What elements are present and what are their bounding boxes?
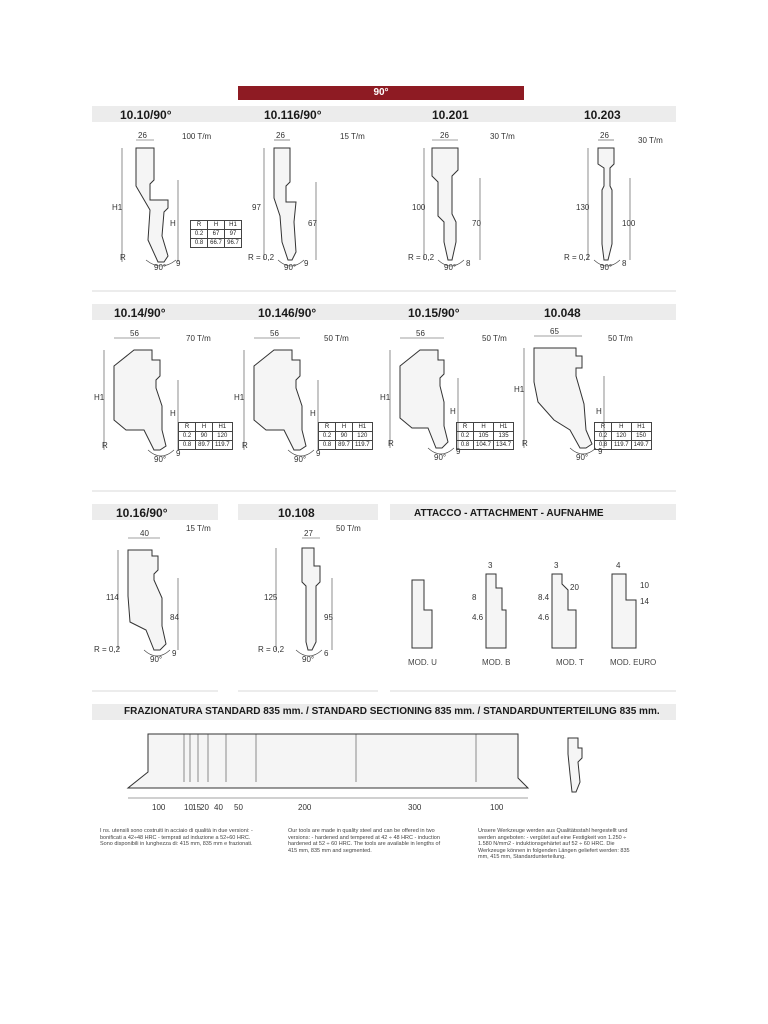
- tool-profile-drawing: [94, 526, 198, 676]
- segment-label: 200: [298, 803, 312, 812]
- radius-label: R = 0,2: [564, 253, 591, 262]
- table-cell: 0.2: [179, 432, 196, 441]
- h1-label: H1: [380, 393, 391, 402]
- h1-label: 100: [412, 203, 426, 212]
- table-cell: 120: [213, 432, 233, 441]
- tool-load: 100 T/m: [182, 132, 212, 141]
- dimension-table: [318, 422, 373, 450]
- h-label: H: [450, 407, 456, 416]
- mod-dim: 8: [472, 593, 477, 602]
- mod-dim: 20: [570, 583, 579, 592]
- angle-label: 90°: [150, 655, 163, 664]
- note-italian: I ns. utensili sono costruiti in acciaio di qualità in due versioni: - bonificati a 42÷48 HRC - temprati ad induzione a 52÷60 HRC. Sono disponibili in lunghezza di: 415 mm, 835 mm e frazionati.: [100, 828, 253, 848]
- table-cell: 0.2: [595, 432, 612, 441]
- width-label: 27: [304, 529, 313, 538]
- width-label: 26: [440, 131, 449, 140]
- dimension-table: [178, 422, 233, 450]
- dimension-table: [190, 220, 242, 248]
- table-cell: 149.7: [631, 441, 651, 450]
- mod-dim: 4.6: [472, 613, 484, 622]
- mod-label: MOD. T: [556, 658, 584, 667]
- tip-label: 6: [324, 649, 329, 658]
- radius-label: R: [120, 253, 126, 262]
- tool-profile-drawing: [564, 126, 650, 276]
- tool-code: 10.201: [432, 108, 469, 122]
- mod-euro-drawing: [606, 560, 666, 656]
- mod-dim: 4.6: [538, 613, 550, 622]
- tip-label: 9: [598, 447, 603, 456]
- table-header: H1: [494, 423, 514, 432]
- tool-code: 10.146/90°: [258, 306, 317, 320]
- table-cell: 66.7: [208, 239, 225, 248]
- tool-code: 10.16/90°: [116, 506, 168, 520]
- table-cell: 90: [196, 432, 213, 441]
- tip-label: 9: [456, 447, 461, 456]
- tool-load: 50 T/m: [608, 334, 633, 343]
- width-label: 26: [276, 131, 285, 140]
- mod-dim: 3: [488, 561, 493, 570]
- tool-load: 70 T/m: [186, 334, 211, 343]
- h1-label: 130: [576, 203, 590, 212]
- table-cell: 120: [612, 432, 632, 441]
- h1-label: 97: [252, 203, 261, 212]
- table-cell: 0.8: [595, 441, 612, 450]
- table-header: H: [196, 423, 213, 432]
- tool-profile-drawing: [106, 126, 186, 276]
- table-cell: 67: [208, 230, 225, 239]
- table-cell: 0.2: [191, 230, 208, 239]
- table-cell: 90: [336, 432, 353, 441]
- angle-label: 90°: [154, 263, 167, 272]
- tip-label: 9: [316, 449, 321, 458]
- table-header: H1: [631, 423, 651, 432]
- table-cell: 0.8: [191, 239, 208, 248]
- mod-u-drawing: [408, 576, 448, 656]
- mod-dim: 14: [640, 597, 649, 606]
- width-label: 26: [138, 131, 147, 140]
- tool-code: 10.108: [278, 506, 315, 520]
- tool-code: 10.116/90°: [264, 108, 322, 122]
- table-header: H: [208, 221, 225, 230]
- h1-label: H1: [94, 393, 105, 402]
- table-cell: 119.7: [213, 441, 233, 450]
- tool-profile-drawing: [380, 326, 476, 476]
- table-header: R: [595, 423, 612, 432]
- h-label: 100: [622, 219, 636, 228]
- table-header: H: [612, 423, 632, 432]
- segment-label: 50: [234, 803, 243, 812]
- table-cell: 0.8: [179, 441, 196, 450]
- radius-label: R = 0,2: [258, 645, 285, 654]
- tool-profile-drawing: [408, 126, 496, 276]
- radius-label: R: [388, 439, 394, 448]
- mod-dim: 8.4: [538, 593, 550, 602]
- h1-label: 125: [264, 593, 278, 602]
- tip-label: 8: [622, 259, 627, 268]
- h-label: H: [170, 219, 176, 228]
- h-label: H: [170, 409, 176, 418]
- width-label: 56: [270, 329, 279, 338]
- radius-label: R: [242, 441, 248, 450]
- tool-load: 50 T/m: [482, 334, 507, 343]
- tip-label: 9: [176, 259, 181, 268]
- table-cell: 89.7: [336, 441, 353, 450]
- radius-label: R = 0,2: [408, 253, 435, 262]
- segment-label: 100: [152, 803, 166, 812]
- attachment-title: ATTACCO - ATTACHMENT - AUFNAHME: [414, 508, 604, 519]
- segment-label: 300: [408, 803, 422, 812]
- tool-code: 10.203: [584, 108, 621, 122]
- table-header: H1: [213, 423, 233, 432]
- radius-label: R: [102, 441, 108, 450]
- h-label: 70: [472, 219, 481, 228]
- sectioning-title: FRAZIONATURA STANDARD 835 mm. / STANDARD SECTIONING 835 mm. / STANDARDUNTERTEILUNG 835 mm.: [124, 706, 660, 717]
- width-label: 65: [550, 327, 559, 336]
- small-tool-icon: [562, 734, 592, 798]
- table-cell: 89.7: [196, 441, 213, 450]
- tool-code: 10.048: [544, 306, 581, 320]
- table-header: H1: [353, 423, 373, 432]
- table-cell: 119.7: [612, 441, 632, 450]
- angle-label: 90°: [284, 263, 297, 272]
- table-header: R: [191, 221, 208, 230]
- tip-label: 8: [466, 259, 471, 268]
- tip-label: 9: [172, 649, 177, 658]
- width-label: 26: [600, 131, 609, 140]
- mod-label: MOD. B: [482, 658, 511, 667]
- tool-code: 10.15/90°: [408, 306, 460, 320]
- table-header: R: [457, 423, 474, 432]
- tool-profile-drawing: [94, 326, 190, 476]
- width-label: 56: [416, 329, 425, 338]
- dimension-table: [456, 422, 514, 450]
- tool-load: 15 T/m: [186, 524, 211, 533]
- tool-load: 30 T/m: [638, 136, 663, 145]
- tip-label: 9: [176, 449, 181, 458]
- tool-load: 50 T/m: [324, 334, 349, 343]
- angle-label: 90°: [434, 453, 447, 462]
- tool-load: 15 T/m: [340, 132, 365, 141]
- table-cell: 105: [474, 432, 494, 441]
- h1-label: H1: [234, 393, 245, 402]
- h1-label: H1: [112, 203, 123, 212]
- h1-label: H1: [514, 385, 525, 394]
- note-german: Unsere Werkzeuge werden aus Qualitätsstahl hergestellt und werden angeboten: - vergütet auf eine Festigkeit von 1.250 ÷ 1.580 N/mm2 - induktionsgehärtet auf 52 ÷ 60 HRC. Die Werkzeuge können in folgenden Längen geliefert werden: 835 mm, 415 mm, Standardunterteilung.: [478, 828, 630, 861]
- h-label: 95: [324, 613, 333, 622]
- angle-label: 90°: [576, 453, 589, 462]
- mod-b-drawing: [472, 560, 522, 656]
- table-header: R: [179, 423, 196, 432]
- table-cell: 134.7: [494, 441, 514, 450]
- tool-profile-drawing: [234, 326, 330, 476]
- mod-label: MOD. EURO: [610, 658, 657, 667]
- segment-label: 10: [184, 803, 193, 812]
- table-cell: 104.7: [474, 441, 494, 450]
- tool-code: 10.10/90°: [120, 108, 172, 122]
- segment-label: 15: [192, 803, 201, 812]
- catalog-page: [92, 86, 676, 886]
- mod-dim: 10: [640, 581, 649, 590]
- table-cell: 0.2: [319, 432, 336, 441]
- table-header: H1: [225, 221, 242, 230]
- angle-label: 90°: [302, 655, 315, 664]
- radius-label: R: [522, 439, 528, 448]
- tip-label: 9: [304, 259, 309, 268]
- h-label: 67: [308, 219, 317, 228]
- width-label: 56: [130, 329, 139, 338]
- tool-load: 50 T/m: [336, 524, 361, 533]
- table-cell: 119.7: [353, 441, 373, 450]
- angle-label: 90°: [294, 455, 307, 464]
- table-cell: 0.8: [457, 441, 474, 450]
- table-header: H: [474, 423, 494, 432]
- sectioning-labels: [128, 726, 528, 816]
- table-cell: 150: [631, 432, 651, 441]
- h-label: H: [310, 409, 316, 418]
- radius-label: R = 0,2: [94, 645, 121, 654]
- table-cell: 120: [353, 432, 373, 441]
- table-cell: 0.8: [319, 441, 336, 450]
- table-cell: 96.7: [225, 239, 242, 248]
- segment-label: 100: [490, 803, 504, 812]
- table-cell: 97: [225, 230, 242, 239]
- angle-label: 90°: [600, 263, 613, 272]
- angle-header-bar: 90°: [238, 86, 524, 100]
- tool-profile-drawing: [258, 526, 352, 676]
- segment-label: 20: [200, 803, 209, 812]
- mod-dim: 3: [554, 561, 559, 570]
- angle-label: 90°: [444, 263, 457, 272]
- h-label: 84: [170, 613, 179, 622]
- h1-label: 114: [106, 593, 119, 602]
- width-label: 40: [140, 529, 149, 538]
- table-header: R: [319, 423, 336, 432]
- mod-t-drawing: [538, 560, 598, 656]
- table-cell: 135: [494, 432, 514, 441]
- mod-label: MOD. U: [408, 658, 437, 667]
- radius-label: R = 0,2: [248, 253, 275, 262]
- segment-label: 40: [214, 803, 223, 812]
- h-label: H: [596, 407, 602, 416]
- mod-dim: 4: [616, 561, 621, 570]
- tool-profile-drawing: [248, 126, 330, 276]
- angle-label: 90°: [154, 455, 167, 464]
- tool-code: 10.14/90°: [114, 306, 166, 320]
- dimension-table: [594, 422, 652, 450]
- table-cell: 0.2: [457, 432, 474, 441]
- table-header: H: [336, 423, 353, 432]
- note-english: Our tools are made in quality steel and can be offered in two versions: - hardened and tempered at 42 ÷ 48 HRC - induction hardened at 52 ÷ 60 HRC. The tools are available in lengths of 415 mm, 835 mm and segmented.: [288, 828, 441, 854]
- tool-load: 30 T/m: [490, 132, 515, 141]
